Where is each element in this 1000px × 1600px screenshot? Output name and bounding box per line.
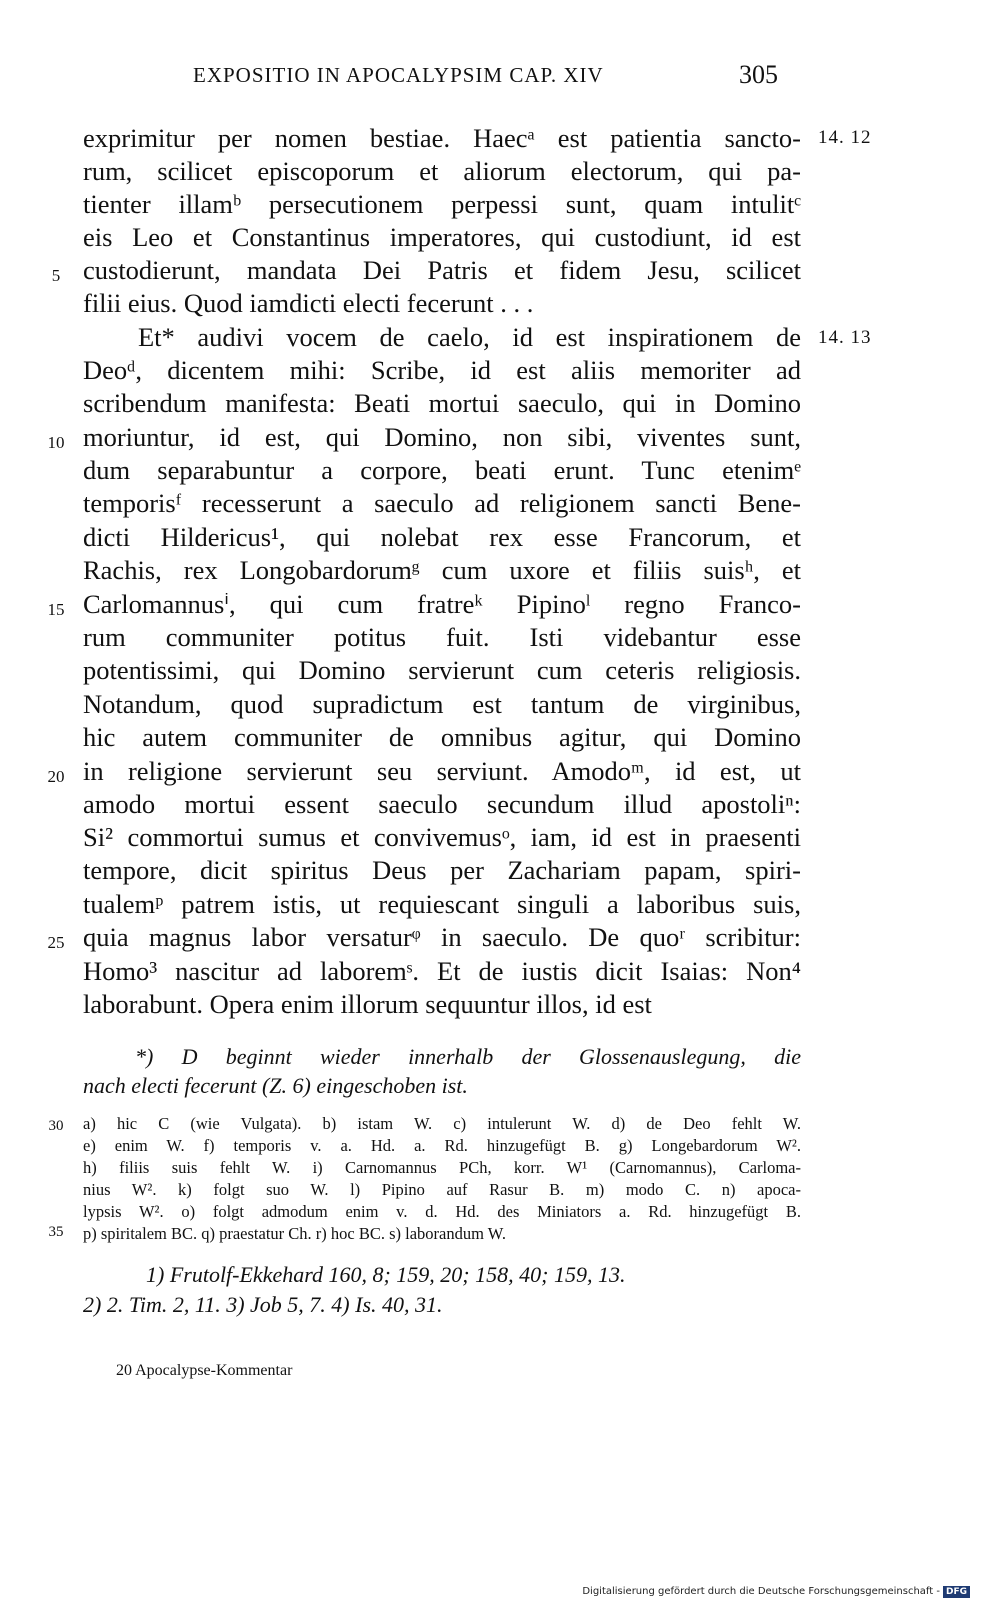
text-line: hic autem communiter de omnibus agitur, qui Domino [83,722,801,752]
text-line: Notandum, quod supradictum est tantum de virginibus, [83,689,801,719]
text-line: Carlomannusⁱ, qui cum fratreᵏ Pipinoˡ regno Franco- [83,589,801,619]
text-line: Deoᵈ, dicentem mihi: Scribe, id est aliis memoriter ad [83,355,801,385]
line-number: 25 [47,933,65,952]
text-line: dicti Hildericus¹, qui nolebat rex esse Francorum, et [83,522,801,552]
text-line: Si² commortui sumus et convivemusᵒ, iam, id est in praesenti [83,822,801,852]
digitization-credit [582,1586,970,1598]
text-line: quia magnus labor versaturᵠ in saeculo. De quoʳ scribitur: [83,922,801,952]
text-line: exprimitur per nomen bestiae. Haecᵃ est patientia sancto- [83,123,801,153]
text-line: moriuntur, id est, qui Domino, non sibi, viventes sunt, [83,422,801,452]
running-title: EXPOSITIO IN APOCALYPSIM CAP. XIV [193,63,604,87]
text-line: dum separabuntur a corpore, beati erunt. Tunc etenimᵉ [83,455,801,485]
text-line: rum communiter potitus fuit. Isti videbantur esse [83,622,801,652]
source-reference: 1) Frutolf-Ekkehard 160, 8; 159, 20; 158, 40; 159, 13. [146,1262,626,1287]
text-line: Rachis, rex Longobardorumᵍ cum uxore et filiis suisʰ, et [83,555,801,585]
text-line: laborabunt. Opera enim illorum sequuntur illos, id est [83,989,652,1019]
text-line: potentissimi, qui Domino servierunt cum ceteris religiosis. [83,655,801,685]
text-line: tienter illamᵇ persecutionem perpessi sunt, quam intulitᶜ [83,189,801,219]
text-line: scribendum manifesta: Beati mortui saeculo, qui in Domino [83,388,801,418]
editorial-note: *) D beginnt wieder innerhalb der Glossenauslegung, die [135,1044,801,1069]
apparatus-line: a) hic C (wie Vulgata). b) istam W. c) intulerunt W. d) de Deo fehlt W. [83,1114,801,1133]
line-number: 5 [51,266,61,285]
text-line: in religione servierunt seu serviunt. Amodoᵐ, id est, ut [83,756,801,786]
credit-text: Digitalisierung gefördert durch die Deutsche Forschungsgemeinschaft - [582,1586,940,1597]
text-line: eis Leo et Constantinus imperatores, qui custodiunt, id est [83,222,801,252]
text-line: tualemᵖ patrem istis, ut requiescant singuli a laboribus suis, [83,889,801,919]
printer-signature: 20 Apocalypse-Kommentar [116,1362,293,1379]
apparatus-line: nius W². k) folgt suo W. l) Pipino auf Rasur B. m) modo C. n) apoca- [83,1180,801,1199]
text-line: Et* audivi vocem de caelo, id est inspirationem de [138,322,801,352]
apparatus-line-number: 35 [48,1224,64,1240]
line-number: 10 [47,433,65,452]
text-line: temporisᶠ recesserunt a saeculo ad religionem sancti Bene- [83,488,801,518]
text-line: custodierunt, mandata Dei Patris et fidem Jesu, scilicet [83,255,801,285]
apparatus-line: e) enim W. f) temporis v. a. Hd. a. Rd. hinzugefügt B. g) Longebardorum W². [83,1136,801,1155]
line-number: 20 [47,767,65,786]
text-line: filii eius. Quod iamdicti electi fecerunt . . . [83,288,534,318]
text-line: tempore, dicit spiritus Deus per Zachariam papam, spiri- [83,855,801,885]
page-number: 305 [739,60,778,89]
text-line: Homo³ nascitur ad laboremˢ. Et de iustis dicit Isaias: Non⁴ [83,956,801,986]
apparatus-line: lypsis W². o) folgt admodum enim v. d. Hd. des Miniators a. Rd. hinzugefügt B. [83,1202,801,1221]
margin-reference: 14. 13 [818,327,872,348]
apparatus-line-number: 30 [48,1118,64,1134]
margin-reference: 14. 12 [818,127,872,148]
apparatus-line: p) spiritalem BC. q) praestatur Ch. r) hoc BC. s) laborandum W. [83,1224,506,1243]
source-reference: 2) 2. Tim. 2, 11. 3) Job 5, 7. 4) Is. 40, 31. [83,1292,443,1317]
line-number: 15 [47,600,65,619]
text-line: amodo mortui essent saeculo secundum illud apostoliⁿ: [83,789,801,819]
dfg-logo: DFG [943,1586,970,1598]
editorial-note: nach electi fecerunt (Z. 6) eingeschoben ist. [83,1073,468,1098]
text-line: rum, scilicet episcoporum et aliorum electorum, qui pa- [83,156,801,186]
apparatus-line: h) filiis suis fehlt W. i) Carnomannus PCh, korr. W¹ (Carnomannus), Carloma- [83,1158,801,1177]
